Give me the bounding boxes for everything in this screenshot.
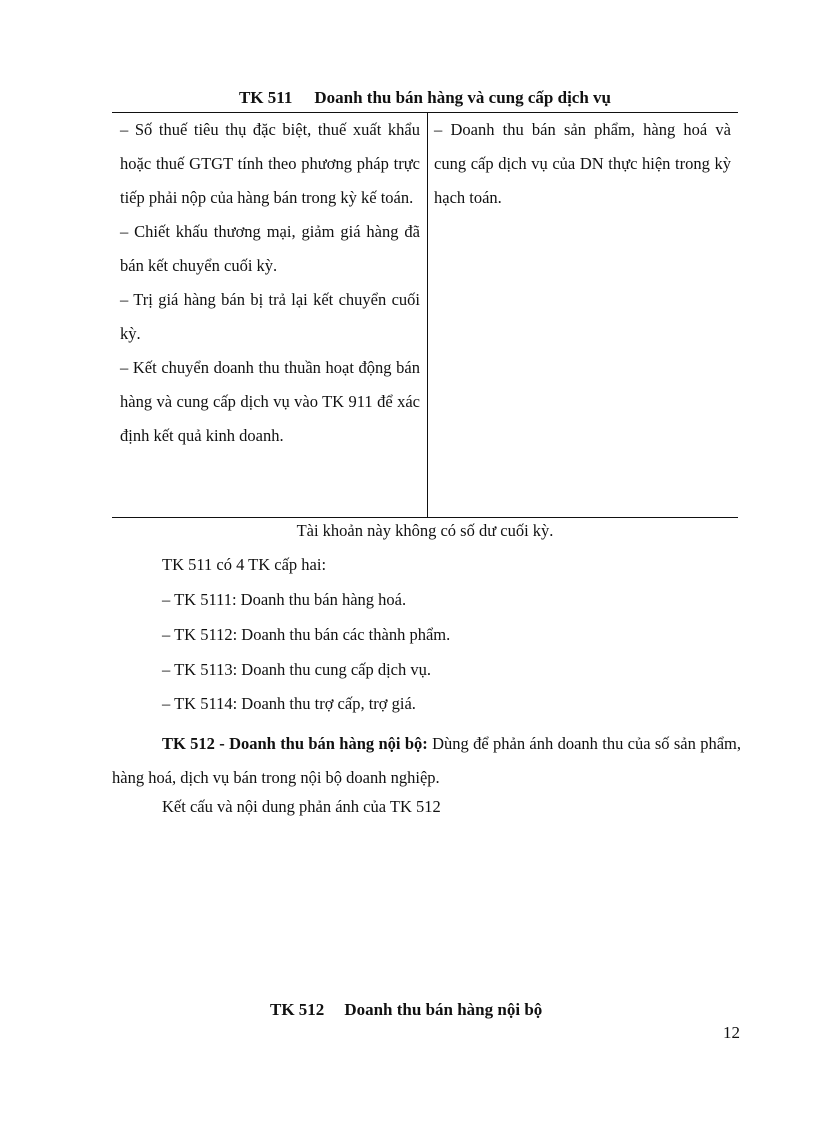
debit-item: – Kết chuyển doanh thu thuần hoạt động bán hàng và cung cấp dịch vụ vào TK 911 để xác định kết quả kinh doanh. <box>120 358 420 445</box>
debit-item: – Chiết khấu thương mại, giảm giá hàng đã bán kết chuyển cuối kỳ. <box>120 222 420 275</box>
page-number: 12 <box>723 1023 740 1042</box>
table2-name: Doanh thu bán hàng nội bộ <box>344 1000 543 1019</box>
debit-item: – Trị giá hàng bán bị trả lại kết chuyển cuối kỳ. <box>120 290 420 343</box>
tk512-structure-note: Kết cấu và nội dung phản ánh của TK 512 <box>162 797 441 816</box>
sub-account-item: – TK 5113: Doanh thu cung cấp dịch vụ. <box>162 660 431 679</box>
sub-accounts-intro: TK 511 có 4 TK cấp hai: <box>162 555 327 574</box>
table2-code: TK 512 <box>270 1000 325 1019</box>
table1-name: Doanh thu bán hàng và cung cấp dịch vụ <box>314 88 612 107</box>
table2-title <box>270 1000 542 1020</box>
table1-bottom-rule <box>112 517 738 518</box>
tk512-description: Dùng để phản ánh doanh thu của số sản phẩm, hàng hoá, dịch vụ bán trong nội bộ doanh nghiệp. <box>112 734 741 787</box>
tk512-heading: TK 512 - Doanh thu bán hàng nội bộ: <box>162 734 428 753</box>
tk512-paragraph <box>112 727 741 795</box>
table1-credit-column <box>434 113 731 215</box>
table1-debit-column <box>120 113 420 453</box>
table1-center-rule <box>427 113 428 518</box>
sub-account-item: – TK 5111: Doanh thu bán hàng hoá. <box>162 590 407 609</box>
balance-note: Tài khoản này không có số dư cuối kỳ. <box>296 521 554 540</box>
table1-title <box>112 88 738 108</box>
debit-item: – Số thuế tiêu thụ đặc biệt, thuế xuất khẩu hoặc thuế GTGT tính theo phương pháp trực tiếp phải nộp của hàng bán trong kỳ kế toán. <box>120 120 420 207</box>
sub-account-item: – TK 5112: Doanh thu bán các thành phẩm. <box>162 625 451 644</box>
credit-item: – Doanh thu bán sản phẩm, hàng hoá và cung cấp dịch vụ của DN thực hiện trong kỳ hạch toán. <box>434 120 731 207</box>
sub-account-item: – TK 5114: Doanh thu trợ cấp, trợ giá. <box>162 694 416 713</box>
table1-code: TK 511 <box>238 88 293 107</box>
